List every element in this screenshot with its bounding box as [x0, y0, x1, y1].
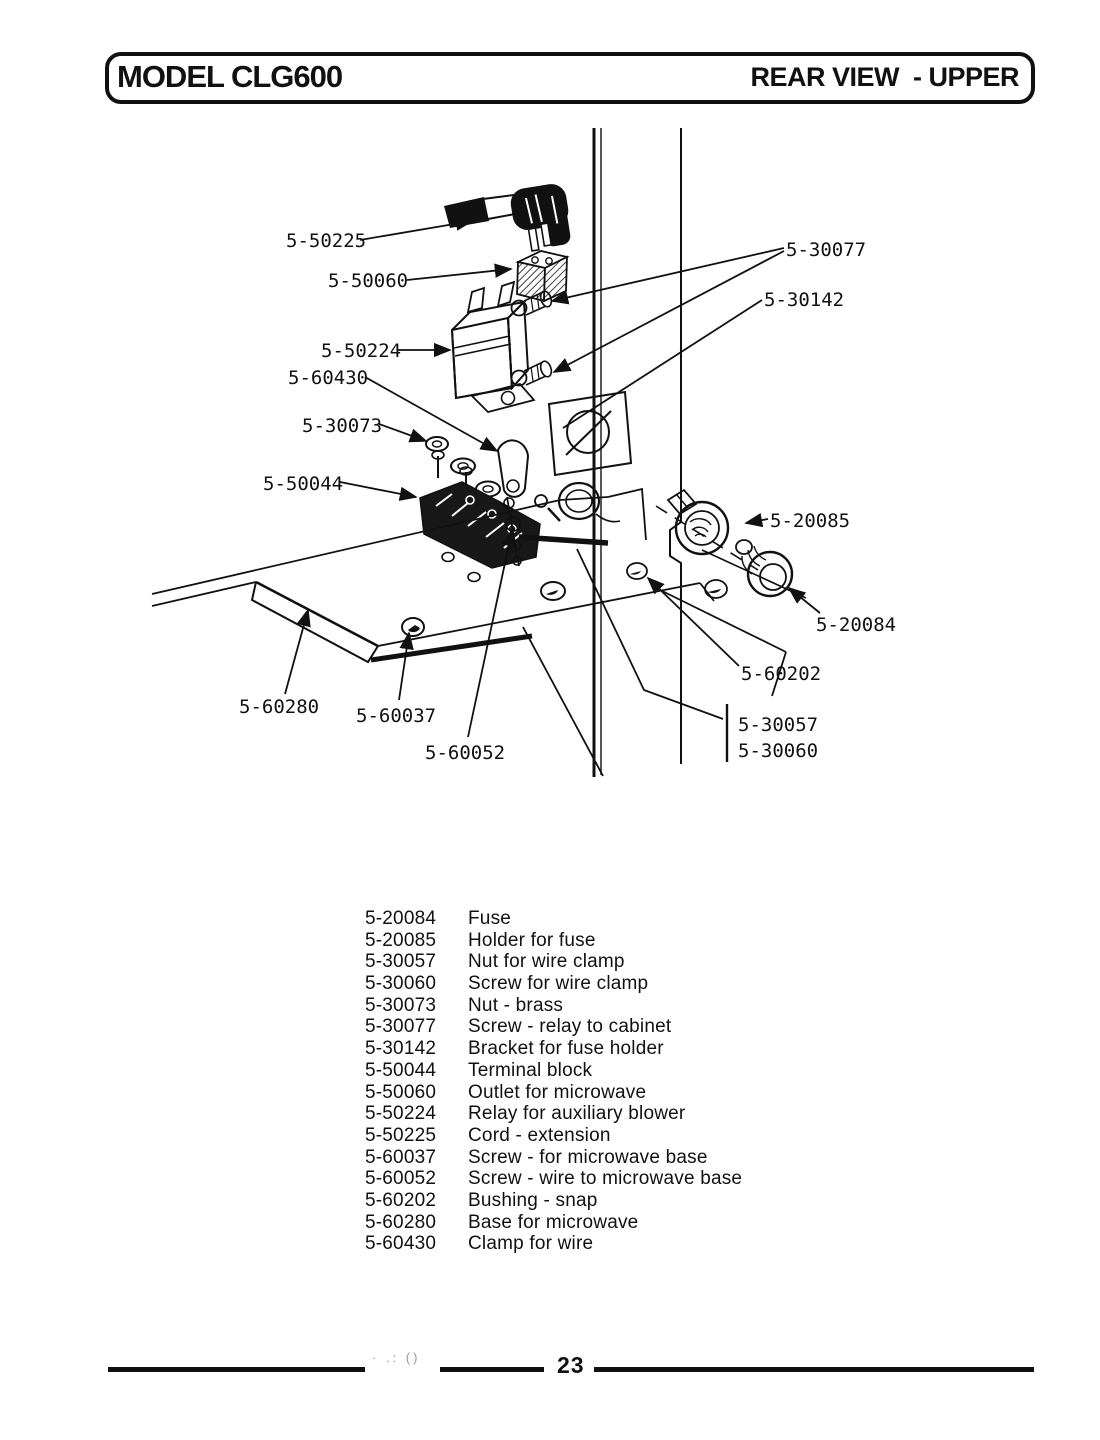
part-description: Screw for wire clamp	[468, 973, 649, 995]
part-number: 5-60202	[365, 1189, 437, 1211]
part-description: Holder for fuse	[468, 929, 596, 951]
part-number: 5-50044	[365, 1059, 437, 1081]
part-row	[365, 930, 742, 952]
part-description: Clamp for wire	[468, 1233, 594, 1255]
part-description: Relay for auxiliary blower	[468, 1103, 686, 1125]
part-row	[365, 1060, 742, 1082]
part-number: 5-20085	[365, 929, 437, 951]
callout-5-30057: 5-30057	[738, 714, 819, 736]
part-row	[365, 1168, 742, 1190]
part-description: Screw - wire to microwave base	[468, 1168, 743, 1190]
part-number: 5-60430	[365, 1233, 437, 1255]
part-description: Terminal block	[468, 1059, 593, 1081]
part-row	[365, 1016, 742, 1038]
parts-list	[365, 908, 742, 1255]
part-row	[365, 995, 742, 1017]
model-title: MODEL CLG600	[117, 59, 343, 94]
callout-5-30060: 5-30060	[738, 740, 819, 762]
part-number: 5-30142	[365, 1038, 437, 1060]
part-description: Cord - extension	[468, 1124, 611, 1146]
part-description: Nut - brass	[468, 994, 564, 1016]
part-row	[365, 1212, 742, 1234]
part-row	[365, 908, 742, 930]
leader-lines	[285, 221, 820, 776]
title-bar	[105, 52, 1035, 104]
part-row	[365, 973, 742, 995]
part-description: Bracket for fuse holder	[468, 1038, 664, 1060]
part-description: Bushing - snap	[468, 1189, 598, 1211]
callout-5-30073: 5-30073	[302, 415, 383, 437]
part-number: 5-30060	[365, 973, 437, 995]
bracket-drawing	[549, 392, 631, 475]
part-number: 5-60280	[365, 1211, 437, 1233]
part-row	[365, 1233, 742, 1255]
part-row	[365, 1125, 742, 1147]
callout-5-50044: 5-50044	[263, 473, 344, 495]
part-description: Nut for wire clamp	[468, 951, 625, 973]
callout-5-60037: 5-60037	[356, 705, 437, 727]
callout-5-30077: 5-30077	[786, 239, 867, 261]
callout-5-30142: 5-30142	[764, 289, 845, 311]
callout-5-60430: 5-60430	[288, 367, 369, 389]
callout-5-20084: 5-20084	[816, 614, 897, 636]
page-number: 23	[557, 1352, 585, 1378]
part-number: 5-50060	[365, 1081, 437, 1103]
part-row	[365, 1147, 742, 1169]
part-description: Base for microwave	[468, 1211, 639, 1233]
footer-rule-middle	[440, 1367, 544, 1372]
part-row	[365, 951, 742, 973]
footer-rule-left	[108, 1367, 365, 1372]
part-number: 5-60037	[365, 1146, 437, 1168]
part-number: 5-20084	[365, 908, 437, 929]
part-description: Screw - for microwave base	[468, 1146, 708, 1168]
callout-5-50224: 5-50224	[321, 340, 402, 362]
part-number: 5-30057	[365, 951, 437, 973]
callout-5-50060: 5-50060	[328, 270, 409, 292]
part-row	[365, 1190, 742, 1212]
callout-5-20085: 5-20085	[770, 510, 851, 532]
callout-5-50225: 5-50225	[286, 230, 367, 252]
clamp-drawing	[498, 440, 528, 496]
exploded-parts-diagram	[0, 110, 1100, 800]
relay-drawing	[452, 282, 534, 412]
view-title: REAR VIEW - UPPER	[750, 61, 1019, 92]
print-artifact: · .: ()	[372, 1350, 421, 1365]
part-number: 5-30073	[365, 994, 437, 1016]
part-number: 5-60052	[365, 1168, 437, 1190]
part-number: 5-50225	[365, 1124, 437, 1146]
footer-rule-right	[594, 1367, 1034, 1372]
part-row	[365, 1038, 742, 1060]
part-description: Screw - relay to cabinet	[468, 1016, 672, 1038]
part-number: 5-30077	[365, 1016, 437, 1038]
part-row	[365, 1103, 742, 1125]
cord-extension-drawing	[444, 182, 574, 252]
relay-screws-drawing	[512, 290, 554, 386]
part-row	[365, 1082, 742, 1104]
callout-5-60052: 5-60052	[425, 742, 506, 764]
callout-5-60202: 5-60202	[741, 663, 822, 685]
fuse-holder-drawing	[668, 490, 728, 554]
callout-5-60280: 5-60280	[239, 696, 320, 718]
part-number: 5-50224	[365, 1103, 437, 1125]
part-description: Outlet for microwave	[468, 1081, 647, 1103]
part-description: Fuse	[468, 908, 512, 929]
